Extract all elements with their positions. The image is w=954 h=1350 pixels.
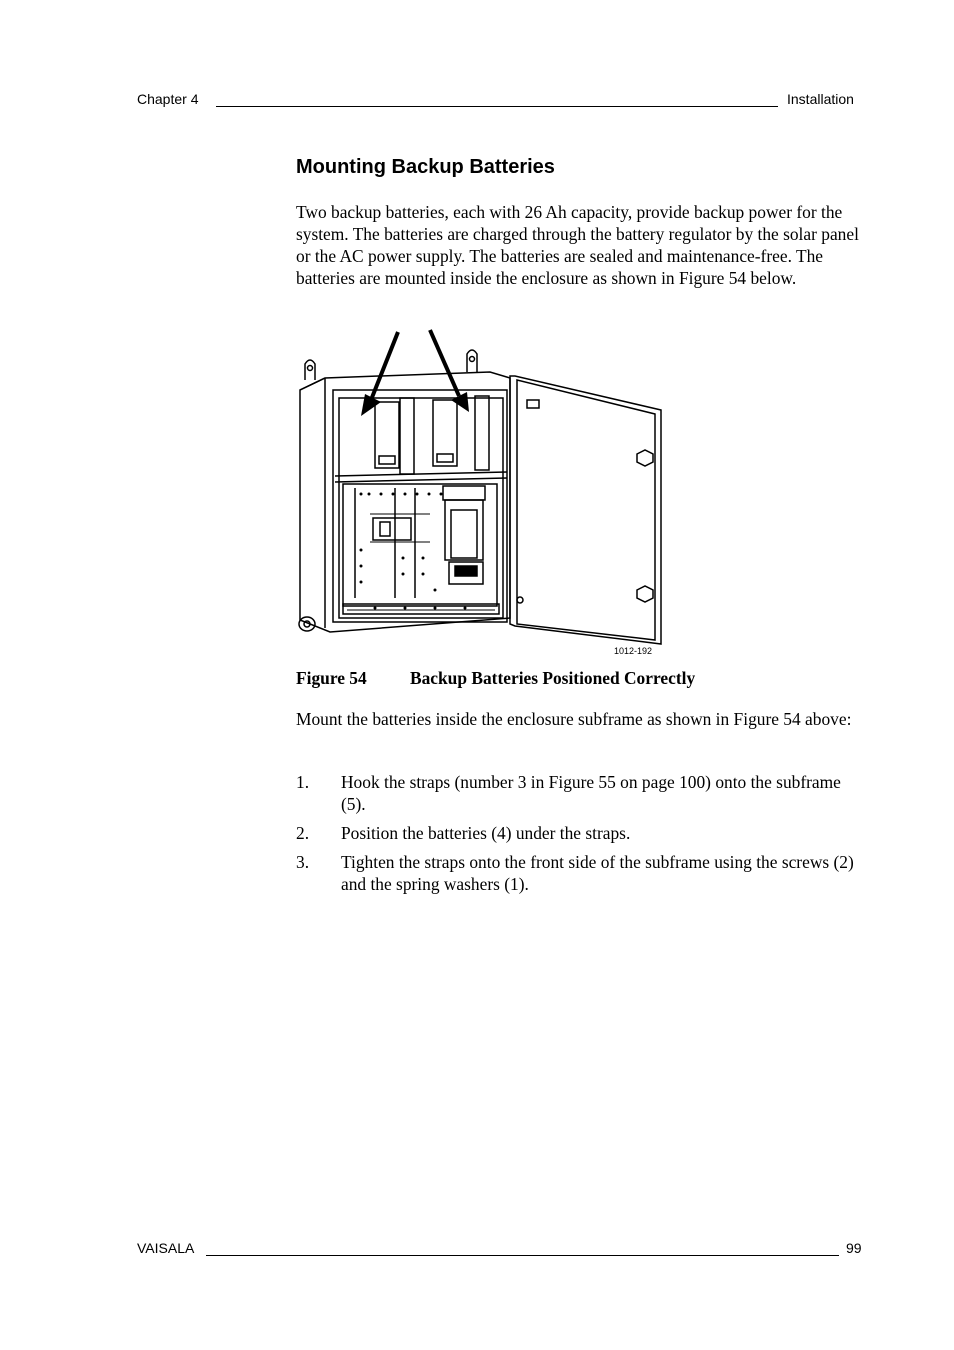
regulator-module — [373, 518, 411, 540]
list-item — [296, 851, 862, 895]
header-rule — [216, 106, 778, 107]
enclosure-door — [510, 376, 661, 644]
footer-brand: VAISALA — [137, 1240, 195, 1256]
mount-paragraph: Mount the batteries inside the enclosure subframe as shown in Figure 54 above: — [296, 709, 852, 729]
door-latch-top — [527, 400, 539, 408]
door-hinge-top — [637, 450, 653, 466]
intro-paragraph: Two backup batteries, each with 26 Ah capacity, provide backup power for the system. The batteries are charged through the battery regulator by the solar panel or the AC power supply. The batteries are sealed and maintenance-free. The batteries are mounted inside the enclosure as shown in Figure 54 below. — [296, 202, 859, 288]
figure-code: 1012-192 — [614, 646, 653, 656]
list-item — [296, 822, 862, 844]
header-section: Installation — [787, 91, 854, 107]
header-chapter: Chapter 4 — [137, 91, 199, 107]
step-text: Position the batteries (4) under the straps. — [341, 823, 631, 843]
mounting-foot-left — [299, 617, 315, 631]
figure-label: Figure 54 — [296, 668, 367, 688]
figure-caption — [296, 668, 695, 689]
steps-list — [296, 771, 862, 902]
step-number: 1. — [296, 772, 310, 792]
door-hinge-bottom — [637, 586, 653, 602]
enclosure-interior — [333, 390, 507, 622]
subframe — [343, 484, 497, 606]
arrow-to-battery-1 — [361, 332, 398, 416]
step-text: Tighten the straps onto the front side of the subframe using the screws (2) and the spring washers (1). — [341, 852, 854, 894]
list-item — [296, 771, 862, 815]
footer-page-number: 99 — [846, 1240, 862, 1256]
step-number: 2. — [296, 823, 310, 843]
step-text: Hook the straps (number 3 in Figure 55 on page 100) onto the subframe (5). — [341, 772, 841, 814]
figure-enclosure-illustration — [295, 328, 665, 658]
figure-caption-text: Backup Batteries Positioned Correctly — [410, 668, 696, 688]
footer-rule — [206, 1255, 839, 1256]
enclosure-body — [300, 372, 510, 632]
enclosure-drawing — [295, 328, 665, 658]
step-number: 3. — [296, 852, 310, 872]
section-title: Mounting Backup Batteries — [296, 156, 555, 178]
